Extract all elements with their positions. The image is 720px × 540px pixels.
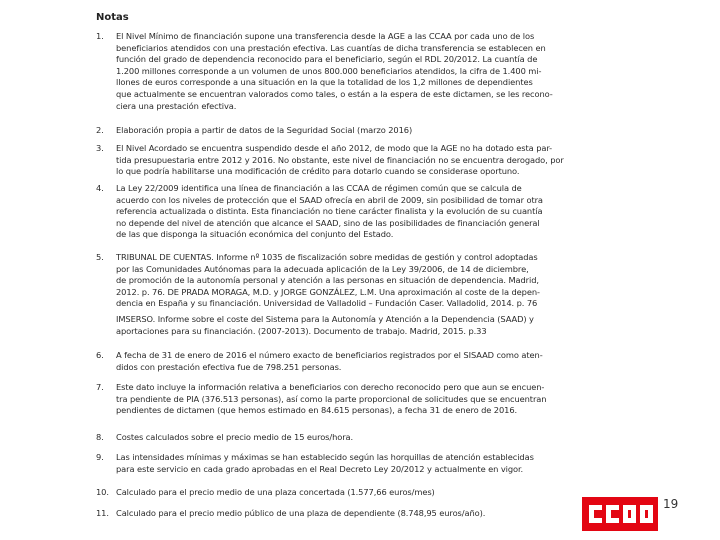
- note-line: beneficiarios atendidos con una prestación efectiva. Las cuantías de dicha transferencia se establecen en: [116, 42, 546, 53]
- note-line: lo que podría habilitarse una modificación de crédito para dotarlo cuando se considerase oportuno.: [116, 166, 520, 177]
- note-text: [116, 125, 596, 137]
- note-line: aportaciones para su financiación. (2007-2013). Documento de trabajo. Madrid, 2015. p.33: [116, 325, 487, 336]
- note-line: función del grado de dependencia reconocido para el beneficiario, según el RDL 20/2012. La cuantía de: [116, 54, 538, 65]
- note-item: [96, 508, 596, 520]
- note-line: no depende del nivel de atención que alcance el SAAD, sino de las posibilidades de financiación general: [116, 217, 540, 228]
- note-number: 10.: [96, 487, 109, 497]
- note-line: El Nivel Acordado se encuentra suspendido desde el año 2012, de modo que la AGE no ha dotado esta par-: [116, 143, 553, 153]
- note-item: [96, 143, 596, 178]
- note-text: [116, 183, 596, 241]
- note-line: referencia actualizada o distinta. Esta financiación no tiene carácter finalista y la evolución de su cuantía: [116, 206, 543, 217]
- note-line: Calculado para el precio medio de una plaza concertada (1.577,66 euros/mes): [116, 487, 435, 497]
- note-number: 5.: [96, 252, 104, 262]
- ccoo-logo: [582, 497, 658, 531]
- note-text: [116, 487, 596, 499]
- note-line: tida presupuestaria entre 2012 y 2016. No obstante, este nivel de financiación no se encuentra derogado, por: [116, 154, 564, 165]
- note-text: [116, 508, 596, 520]
- note-line: que actualmente se encuentran valorados como tales, o están a la espera de este dictamen, se les recono-: [116, 88, 553, 99]
- note-number: 8.: [96, 432, 104, 442]
- note-item: [96, 183, 596, 241]
- note-number: 9.: [96, 452, 104, 462]
- note-number: 1.: [96, 31, 104, 41]
- note-line: Las intensidades mínimas y máximas se han establecido según las horquillas de atención establecidas: [116, 452, 534, 462]
- note-line: por las Comunidades Autónomas para la adecuada aplicación de la Ley 39/2006, de 14 de diciembre,: [116, 263, 529, 274]
- note-line: A fecha de 31 de enero de 2016 el número exacto de beneficiarios registrados por el SISAAD como aten-: [116, 350, 543, 360]
- note-item: [96, 452, 596, 475]
- ccoo-logo-graphic: [582, 497, 658, 531]
- note-line: Calculado para el precio medio público de una plaza de dependiente (8.748,95 euros/año).: [116, 508, 486, 518]
- note-line: 2012. p. 76. DE PRADA MORAGA, M.D. y JORGE GONZÁLEZ, L.M. Una aproximación al coste de la depen-: [116, 286, 540, 297]
- note-line: didos con prestación efectiva fue de 798.251 personas.: [116, 361, 342, 372]
- note-text: [116, 350, 596, 373]
- note-text: [116, 432, 596, 444]
- notes-title: Notas: [96, 12, 129, 23]
- note-number: 11.: [96, 508, 109, 518]
- note-line: La Ley 22/2009 identifica una línea de financiación a las CCAA de régimen común que se calcula de: [116, 183, 522, 193]
- note-line: Costes calculados sobre el precio medio de 15 euros/hora.: [116, 432, 354, 442]
- note-line: 1.200 millones corresponde a un volumen de unos 800.000 beneficiarios atendidos, la cifra de 1.400 mi-: [116, 65, 542, 76]
- note-line: llones de euros corresponde a una situación en la que la totalidad de los 1,2 millones de dependientes: [116, 77, 533, 88]
- note-line: acuerdo con los niveles de protección que el SAAD ofrecía en abril de 2009, sin posibilidad de tomar otra: [116, 194, 543, 205]
- note-item: [96, 382, 596, 417]
- note-text: [116, 252, 596, 337]
- note-item: [96, 432, 596, 444]
- note-line: tra pendiente de PIA (376.513 personas), así como la parte proporcional de solicitudes que se encuentran: [116, 393, 547, 404]
- note-number: 4.: [96, 183, 104, 193]
- note-text: [116, 31, 596, 112]
- note-number: 3.: [96, 143, 104, 153]
- note-item: [96, 252, 596, 337]
- note-line: para este servicio en cada grado aprobadas en el Real Decreto Ley 20/2012 y actualmente en vigor.: [116, 463, 524, 474]
- note-item: [96, 125, 596, 137]
- note-number: 7.: [96, 382, 104, 392]
- note-line: de las que disponga la situación económica del conjunto del Estado.: [116, 229, 394, 240]
- note-line: pendientes de dictamen (que hemos estimado en 84.615 personas), a fecha 31 de enero de 2016.: [116, 405, 518, 416]
- page-number: 19: [663, 497, 679, 511]
- note-line: ciera una prestación efectiva.: [116, 100, 237, 111]
- note-line: Elaboración propia a partir de datos de la Seguridad Social (marzo 2016): [116, 125, 413, 135]
- note-item: [96, 31, 596, 112]
- note-line: Este dato incluye la información relativa a beneficiarios con derecho reconocido pero que aun se encuen-: [116, 382, 545, 392]
- note-line: TRIBUNAL DE CUENTAS. Informe nº 1035 de fiscalización sobre medidas de gestión y control adoptadas: [116, 252, 538, 262]
- note-line: de promoción de la autonomía personal y atención a las personas en situación de dependencia. Madrid,: [116, 275, 539, 286]
- note-text: [116, 382, 596, 417]
- note-line: dencia en España y su financiación. Universidad de Valladolid – Fundación Caser. Valladolid, 2014. p. 76: [116, 298, 538, 309]
- note-number: 2.: [96, 125, 104, 135]
- note-line: IMSERSO. Informe sobre el coste del Sistema para la Autonomía y Atención a la Dependencia (SAAD) y: [116, 313, 534, 324]
- note-item: [96, 487, 596, 499]
- note-text: [116, 143, 596, 178]
- note-item: [96, 350, 596, 373]
- note-number: 6.: [96, 350, 104, 360]
- note-text: [116, 452, 596, 475]
- note-line: El Nivel Mínimo de financiación supone una transferencia desde la AGE a las CCAA por cada uno de los: [116, 31, 535, 41]
